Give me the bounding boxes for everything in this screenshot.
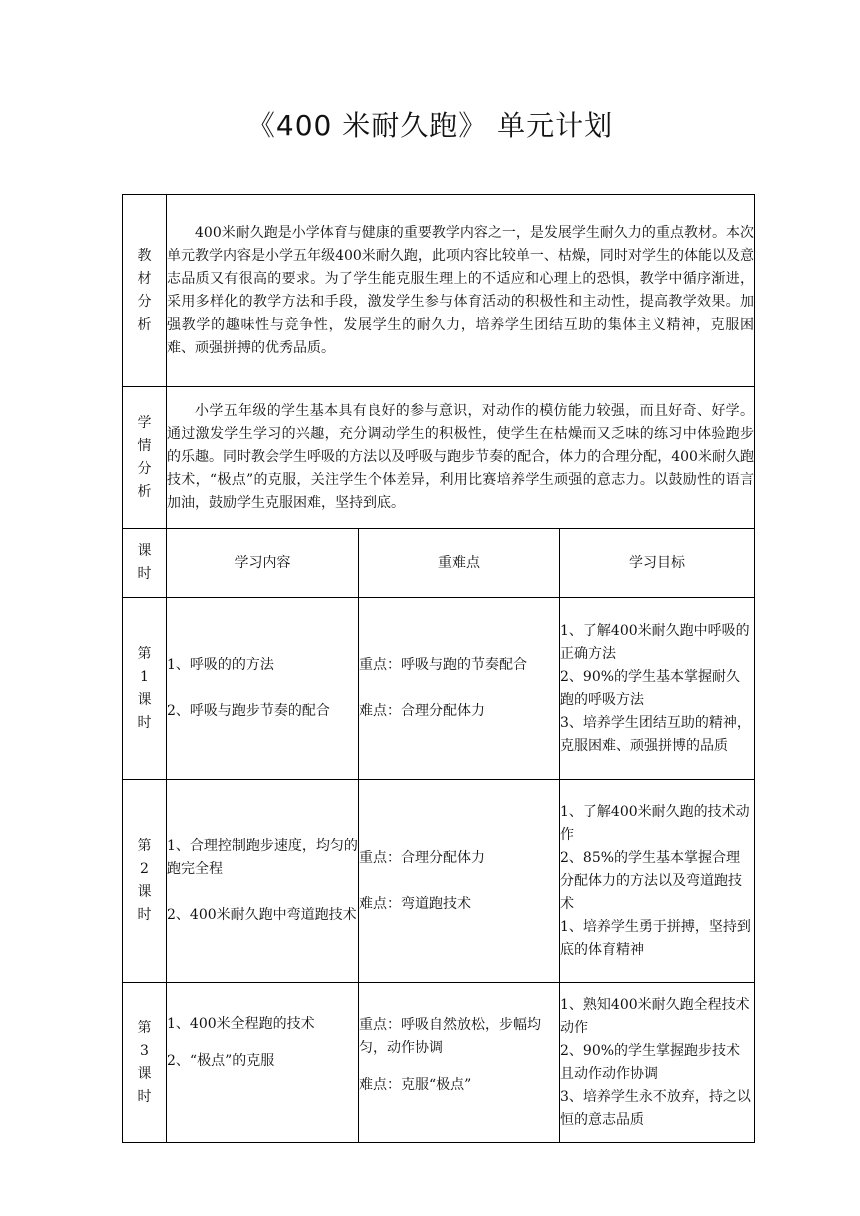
lesson-3-goals: 1、熟知400米耐久跑全程技术动作 2、90%的学生掌握跑步技术且动作动作协调 3、培养学生永不放弃，持之以恒的意志品质: [560, 983, 755, 1143]
student-analysis-row: [123, 387, 755, 529]
header-lesson: 课 时: [123, 529, 167, 598]
header-content: 学习内容: [167, 529, 359, 598]
lesson-1-goals: 1、了解400米耐久跑中呼吸的正确方法 2、90%的学生基本掌握耐久跑的呼吸方法 3、培养学生团结互助的精神，克服困难、顽强拼博的品质: [560, 598, 755, 780]
material-analysis-text: 400米耐久跑是小学体育与健康的重要教学内容之一，是发展学生耐久力的重点教材。本次单元教学内容是小学五年级400米耐久跑，此项内容比较单一、枯燥，同时对学生的体能以及意志品质又有很高的要求。为了学生能克服生理上的不适应和心理上的恐惧，教学中循序渐进，采用多样化的教学方法和手段，激发学生参与体育活动的积极性和主动性，提高教学效果。加强教学的趣味性与竞争性，发展学生的耐久力，培养学生团结互助的集体主义精神，克服困难、顽强拼搏的优秀品质。: [167, 195, 755, 387]
material-analysis-label: 教 材 分 析: [123, 195, 167, 387]
lesson-row-2: [123, 780, 755, 983]
lesson-3-keypoints: 重点：呼吸自然放松，步幅均匀，动作协调 难点：克服“极点”: [359, 983, 560, 1143]
student-analysis-label: 学 情 分 析: [123, 387, 167, 529]
lesson-3-label: 第 3 课 时: [123, 983, 167, 1143]
lesson-1-content: 1、呼吸的的方法 2、呼吸与跑步节奏的配合: [167, 598, 359, 780]
material-analysis-row: [123, 195, 755, 387]
lesson-3-content: 1、400米全程跑的技术 2、“极点”的克服: [167, 983, 359, 1143]
lesson-2-content: 1、合理控制跑步速度，均匀的跑完全程 2、400米耐久跑中弯道跑技术: [167, 780, 359, 983]
lesson-1-keypoints: 重点：呼吸与跑的节奏配合 难点：合理分配体力: [359, 598, 560, 780]
lesson-2-label: 第 2 课 时: [123, 780, 167, 983]
lesson-2-goals: 1、了解400米耐久跑的技术动作 2、85%的学生基本掌握合理分配体力的方法以及弯道跑技术 1、培养学生勇于拼搏，坚持到底的体育精神: [560, 780, 755, 983]
student-analysis-text: 小学五年级的学生基本具有良好的参与意识，对动作的模仿能力较强，而且好奇、好学。通过激发学生学习的兴趣，充分调动学生的积极性，使学生在枯燥而又乏味的练习中体验跑步的乐趣。同时教会学生呼吸的方法以及呼吸与跑步节奏的配合，体力的合理分配，400米耐久跑技术，“极点”的克服，关注学生个体差异，利用比赛培养学生顽强的意志力。以鼓励性的语言加油，鼓励学生克服困难，坚持到底。: [167, 387, 755, 529]
header-goals: 学习目标: [560, 529, 755, 598]
page-title: 《400 米耐久跑》 单元计划: [246, 109, 614, 142]
lesson-1-label: 第 1 课 时: [123, 598, 167, 780]
lesson-row-3: [123, 983, 755, 1143]
lesson-row-1: [123, 598, 755, 780]
header-keypoints: 重难点: [359, 529, 560, 598]
table-header-row: [123, 529, 755, 598]
lesson-2-keypoints: 重点：合理分配体力 难点：弯道跑技术: [359, 780, 560, 983]
unit-plan-table: [122, 194, 755, 1143]
